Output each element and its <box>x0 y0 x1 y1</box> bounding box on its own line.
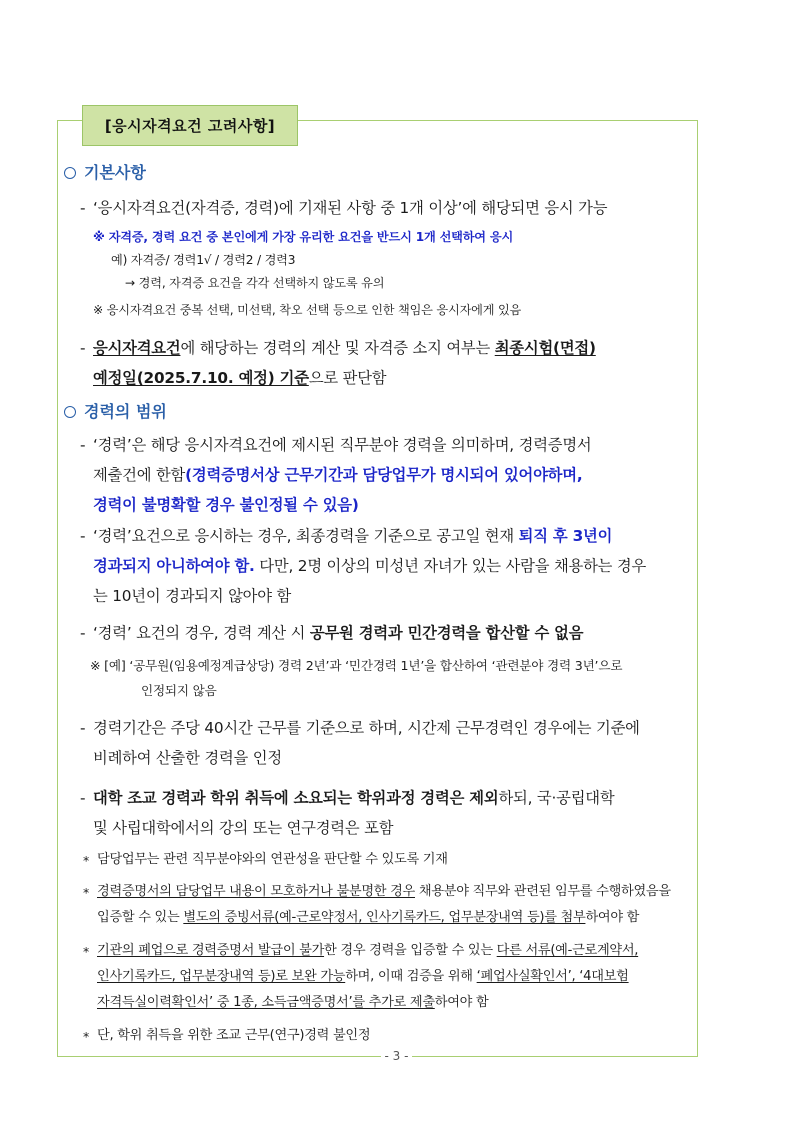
footnote-3: 기관의 폐업으로 경력증명서 발급이 불가한 경우 경력을 입증할 수 있는 다른 서류(예-근로계약서, <box>97 943 639 958</box>
circle-bullet-icon <box>64 406 76 418</box>
page-number: - 3 - <box>0 1049 793 1063</box>
career-item-3: ‘경력’ 요건의 경우, 경력 계산 시 공무원 경력과 민간경력을 합산할 수 없음 <box>93 624 584 642</box>
career-item-5: 대학 조교 경력과 학위 취득에 소요되는 학위과정 경력은 제외하되, 국·공립대학 <box>93 789 615 807</box>
career-item-1: ‘경력’은 해당 응시자격요건에 제시된 직무분야 경력을 의미하며, 경력증명서 <box>93 436 592 454</box>
section-heading-basics: 기본사항 <box>64 160 146 183</box>
footnote-2: 경력증명서의 담당업무 내용이 모호하거나 불분명한 경우 채용분야 직무와 관련된 임무를 수행하였음을 <box>97 884 671 899</box>
basic-item-1: ‘응시자격요건(자격증, 경력)에 기재된 사항 중 1개 이상’에 해당되면 응시 가능 <box>93 199 608 217</box>
career-item-4-l2: 비례하여 산출한 경력을 인정 <box>93 749 282 767</box>
circle-bullet-icon <box>64 167 76 179</box>
section-heading-career-scope: 경력의 범위 <box>64 399 167 422</box>
career-item-2-l2: 경과되지 아니하여야 함. 다만, 2명 이상의 미성년 자녀가 있는 사람을 채용하는 경우 <box>93 557 647 575</box>
career-item-4: 경력기간은 주당 40시간 근무를 기준으로 하며, 시간제 근무경력인 경우에는 기준에 <box>93 719 640 737</box>
note-select-one: ※ 자격증, 경력 요건 중 본인에게 가장 유리한 요건을 반드시 1개 선택하여 응시 <box>93 230 514 244</box>
career-item-2: ‘경력’요건으로 응시하는 경우, 최종경력을 기준으로 공고일 현재 퇴직 후 3년이 <box>93 527 613 545</box>
arrow-note: → 경력, 자격증 요건을 각각 선택하지 않도록 유의 <box>125 276 385 290</box>
career-example-l2: 인정되지 않음 <box>141 683 217 698</box>
basic-item-2: 응시자격요건에 해당하는 경력의 계산 및 자격증 소지 여부는 최종시험(면접) <box>93 339 596 357</box>
example-line: 예) 자격증/ 경력1√ / 경력2 / 경력3 <box>111 253 296 267</box>
career-item-5-l2: 및 사립대학에서의 강의 또는 연구경력은 포함 <box>93 819 394 837</box>
note-responsibility: ※ 응시자격요건 중복 선택, 미선택, 착오 선택 등으로 인한 책임은 응시자에게 있음 <box>93 303 522 317</box>
footnote-3-l3: 자격득실이력확인서’ 중 1종, 소득금액증명서’를 추가로 제출하여야 함 <box>97 995 489 1010</box>
career-example: ※ [예] ‘공무원(임용예정계급상당) 경력 2년’과 ‘민간경력 1년’을 합산하여 ‘관련분야 경력 3년’으로 <box>90 658 623 673</box>
footnote-3-l2: 인사기록카드, 업무분장내역 등)로 보완 가능하며, 이때 검증을 위해 ‘폐업사실확인서’, ‘4대보험 <box>97 969 629 984</box>
footnote-4: 단, 학위 취득을 위한 조교 근무(연구)경력 불인정 <box>97 1028 371 1043</box>
career-item-2-l3: 는 10년이 경과되지 않아야 함 <box>93 587 292 605</box>
footnote-2-l2: 입증할 수 있는 별도의 증빙서류(예-근로약정서, 인사기록카드, 업무분장내역 등)를 첨부하여야 함 <box>97 910 640 925</box>
career-item-1-l3: 경력이 불명확할 경우 불인정될 수 있음) <box>93 496 359 514</box>
footnote-1: 담당업무는 관련 직무분야와의 연관성을 판단할 수 있도록 기재 <box>97 852 448 867</box>
box-title: [응시자격요건 고려사항] <box>82 105 298 146</box>
dash-bullet: - <box>80 199 86 217</box>
basic-item-2-cont: 예정일(2025.7.10. 예정) 기준으로 판단함 <box>93 369 387 387</box>
career-item-1-l2: 제출건에 한함(경력증명서상 근무기간과 담당업무가 명시되어 있어야하며, <box>93 466 583 484</box>
